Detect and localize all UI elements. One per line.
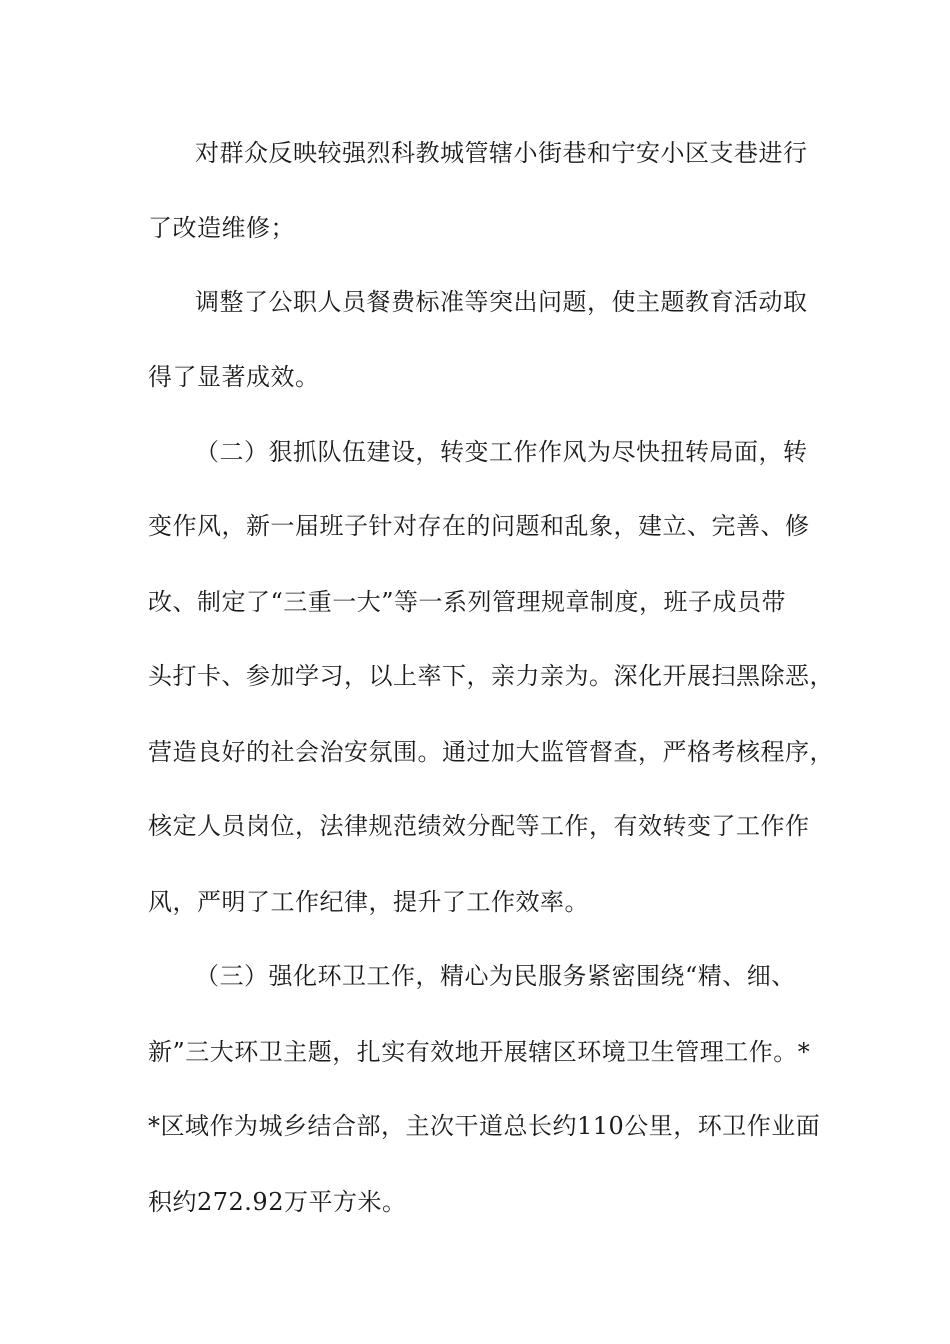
paragraph-line: *区域作为城乡结合部，主次干道总长约110公里，环卫作业面 — [148, 1112, 821, 1140]
paragraph-line: 得了显著成效。 — [148, 363, 320, 391]
paragraph-line: 积约272.92万平方米。 — [148, 1188, 407, 1216]
paragraph-line: 风，严明了工作纪律，提升了工作效率。 — [148, 888, 589, 916]
paragraph-line: 营造良好的社会治安氛围。通过加大监管督查，严格考核程序， — [148, 738, 834, 766]
paragraph-line: （三）强化环卫工作，精心为民服务紧密围绕“精、细、 — [195, 962, 796, 990]
paragraph-line: 核定人员岗位，法律规范绩效分配等工作，有效转变了工作作 — [148, 812, 810, 840]
paragraph-line: 了改造维修； — [148, 214, 295, 242]
paragraph-line: （二）狠抓队伍建设，转变工作作风为尽快扭转局面，转 — [195, 438, 808, 466]
paragraph-line: 改、制定了“三重一大”等一系列管理规章制度，班子成员带 — [148, 588, 787, 616]
paragraph-line: 变作风，新一届班子针对存在的问题和乱象，建立、完善、修 — [148, 512, 810, 540]
paragraph-line: 对群众反映较强烈科教城管辖小街巷和宁安小区支巷进行 — [195, 139, 808, 167]
paragraph-line: 头打卡、参加学习，以上率下，亲力亲为。深化开展扫黑除恶， — [148, 662, 834, 690]
paragraph-line: 调整了公职人员餐费标准等突出问题，使主题教育活动取 — [195, 288, 808, 316]
paragraph-line: 新”三大环卫主题，扎实有效地开展辖区环境卫生管理工作。* — [148, 1038, 811, 1066]
